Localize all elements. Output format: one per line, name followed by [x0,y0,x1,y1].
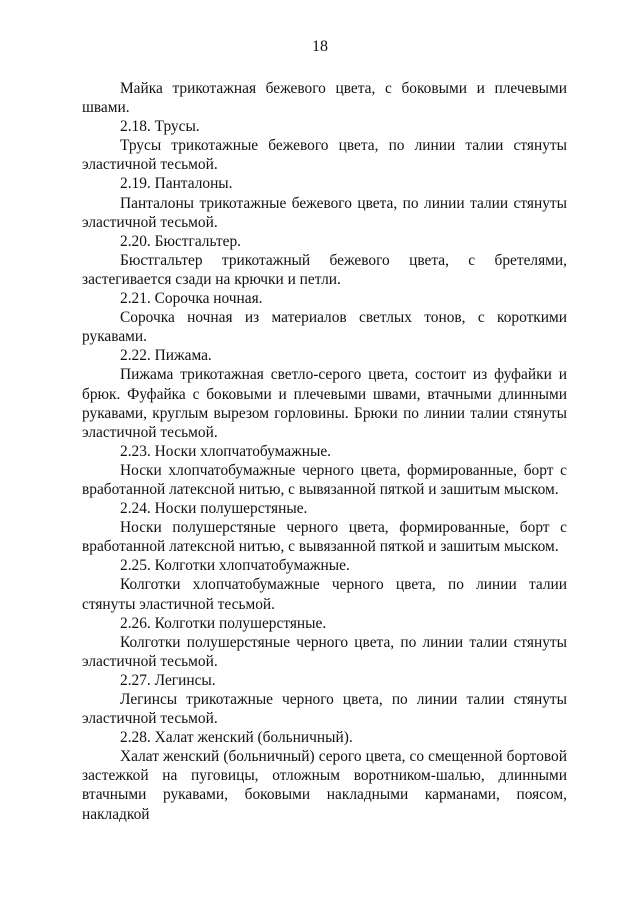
paragraph-wool-socks: Носки полушерстяные черного цвета, формированные, борт с вработанной латексной нитью, с вывязанной пяткой и зашитым мыском. [82,519,567,556]
section-heading-2-25: 2.25. Колготки хлопчатобумажные. [120,557,350,575]
section-heading-2-23: 2.23. Носки хлопчатобумажные. [120,442,332,460]
paragraph-leggings: Легинсы трикотажные черного цвета, по линии талии стянуты эластичной тесьмой. [82,691,567,728]
section-heading-2-19: 2.19. Панталоны. [120,175,233,193]
section-heading-2-28: 2.28. Халат женский (больничный). [120,729,353,747]
section-heading-2-20: 2.20. Бюстгальтер. [120,232,242,250]
paragraph-undershirt: Майка трикотажная бежевого цвета, с боковыми и плечевыми швами. [82,80,567,117]
paragraph-bra: Бюстгальтер трикотажный бежевого цвета, с бретелями, застегивается сзади на крючки и петли. [82,251,567,288]
paragraph-pantaloons: Панталоны трикотажные бежевого цвета, по линии талии стянуты эластичной тесьмой. [82,194,567,231]
paragraph-hospital-robe: Халат женский (больничный) серого цвета, со смещенной бортовой застежкой на пуговицы, отложным воротником-шалью, длинными втачными рукавами, боковыми накладными карманами, поясом, накладкой [82,748,567,823]
section-heading-2-26: 2.26. Колготки полушерстяные. [120,614,327,632]
section-heading-2-18: 2.18. Трусы. [120,118,200,136]
document-body [82,79,567,824]
paragraph-cotton-socks: Носки хлопчатобумажные черного цвета, формированные, борт с вработанной латексной нитью, с вывязанной пяткой и зашитым мыском. [82,461,567,498]
section-heading-2-27: 2.27. Легинсы. [120,671,216,689]
paragraph-pajamas: Пижама трикотажная светло-серого цвета, состоит из фуфайки и брюк. Фуфайка с боковыми и плечевыми швами, втачными длинными рукавами, круглым вырезом горловины. Брюки по линии талии стянуты эластичной тесьмой. [82,366,567,441]
section-heading-2-21: 2.21. Сорочка ночная. [120,290,263,308]
paragraph-wool-tights: Колготки полушерстяные черного цвета, по линии талии стянуты эластичной тесьмой. [82,633,567,670]
section-heading-2-22: 2.22. Пижама. [120,347,212,365]
page-number: 18 [312,38,328,55]
paragraph-briefs: Трусы трикотажные бежевого цвета, по линии талии стянуты эластичной тесьмой. [82,137,567,174]
paragraph-cotton-tights: Колготки хлопчатобумажные черного цвета, по линии талии стянуты эластичной тесьмой. [82,576,567,613]
paragraph-nightgown: Сорочка ночная из материалов светлых тонов, с короткими рукавами. [82,309,567,346]
section-heading-2-24: 2.24. Носки полушерстяные. [120,500,308,518]
